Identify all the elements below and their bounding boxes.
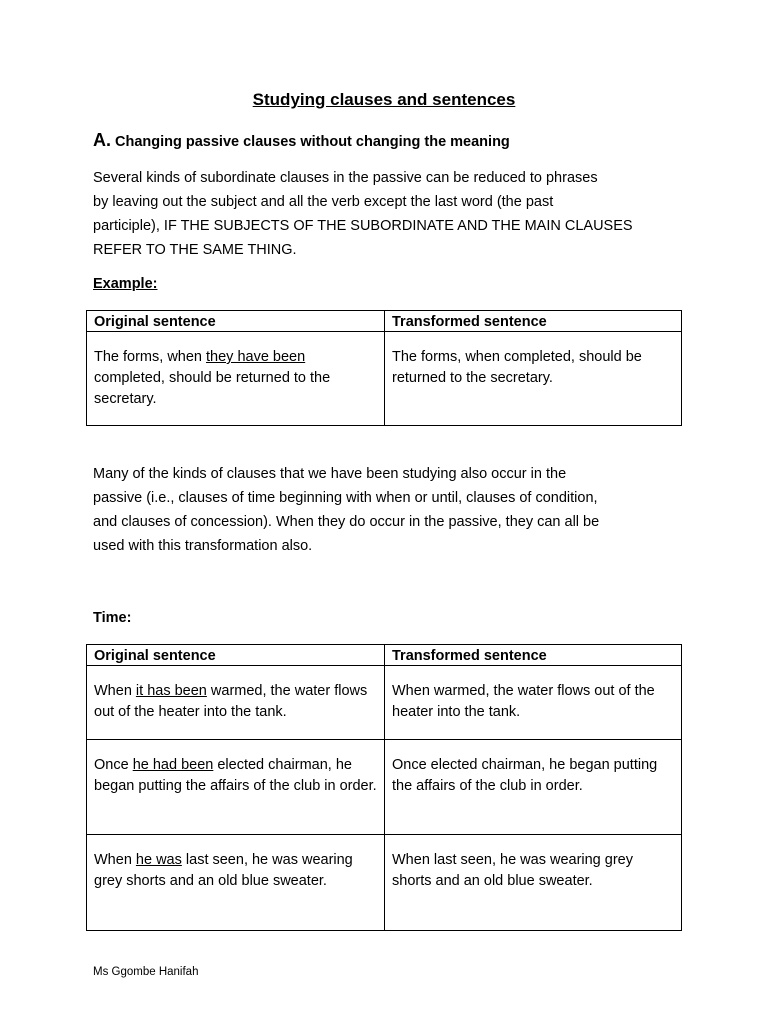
underlined-phrase: it has been — [135, 683, 207, 699]
page-title: Studying clauses and sentences — [252, 90, 516, 109]
header-original: Original sentence — [87, 645, 385, 666]
orig-text: When — [94, 683, 136, 699]
para-line: Many of the kinds of clauses that we have been studying also occur in the — [93, 466, 567, 482]
example-table — [86, 310, 682, 426]
table-header-row — [87, 311, 682, 332]
transformed-cell: When warmed, the water flows out of the heater into the tank. — [385, 666, 682, 740]
intro-line: Several kinds of subordinate clauses in the passive can be reduced to phrases — [93, 170, 598, 186]
underlined-phrase: he had been — [132, 757, 214, 773]
header-transformed: Transformed sentence — [385, 311, 682, 332]
time-label: Time: — [93, 610, 132, 626]
original-cell — [87, 332, 385, 426]
transformed-cell: Once elected chairman, he began putting the affairs of the club in order. — [385, 740, 682, 835]
header-transformed: Transformed sentence — [385, 645, 682, 666]
para-line: used with this transformation also. — [93, 538, 313, 554]
orig-text: elected chairman, he began putting the affairs of the club in order. — [94, 757, 377, 794]
table-row — [87, 666, 682, 740]
section-a-heading — [93, 130, 510, 151]
underlined-phrase: he was — [135, 852, 182, 868]
transformed-cell: When last seen, he was wearing grey shorts and an old blue sweater. — [385, 835, 682, 931]
transformed-cell: The forms, when completed, should be returned to the secretary. — [385, 332, 682, 426]
orig-text: When — [94, 852, 136, 868]
orig-text: The forms, when — [94, 349, 207, 365]
para-line: and clauses of concession). When they do occur in the passive, they can all be — [93, 514, 600, 530]
footer-author: Ms Ggombe Hanifah — [93, 966, 199, 978]
original-cell — [87, 740, 385, 835]
intro-paragraph — [93, 166, 678, 262]
intro-line: participle), IF THE SUBJECTS OF THE SUBORDINATE AND THE MAIN CLAUSES — [93, 218, 633, 234]
table-row — [87, 835, 682, 931]
example-label: Example: — [93, 276, 158, 292]
intro-line: by leaving out the subject and all the verb except the last word (the past — [93, 194, 554, 210]
table-row — [87, 740, 682, 835]
orig-text: Once — [94, 757, 133, 773]
table-header-row — [87, 645, 682, 666]
second-paragraph — [93, 462, 678, 558]
header-original: Original sentence — [87, 311, 385, 332]
original-cell — [87, 835, 385, 931]
underlined-phrase: they have been — [206, 349, 306, 365]
section-letter: A. — [93, 130, 111, 150]
section-heading-text: Changing passive clauses without changing the meaning — [115, 134, 510, 150]
orig-text: warmed, the water flows out of the heater into the tank. — [94, 683, 368, 720]
intro-line: REFER TO THE SAME THING. — [93, 242, 297, 258]
original-cell — [87, 666, 385, 740]
orig-text: last seen, he was wearing grey shorts and an old blue sweater. — [94, 852, 353, 889]
orig-text: completed, should be returned to the secretary. — [94, 370, 331, 407]
time-table — [86, 644, 682, 931]
table-row — [87, 332, 682, 426]
para-line: passive (i.e., clauses of time beginning with when or until, clauses of condition, — [93, 490, 598, 506]
